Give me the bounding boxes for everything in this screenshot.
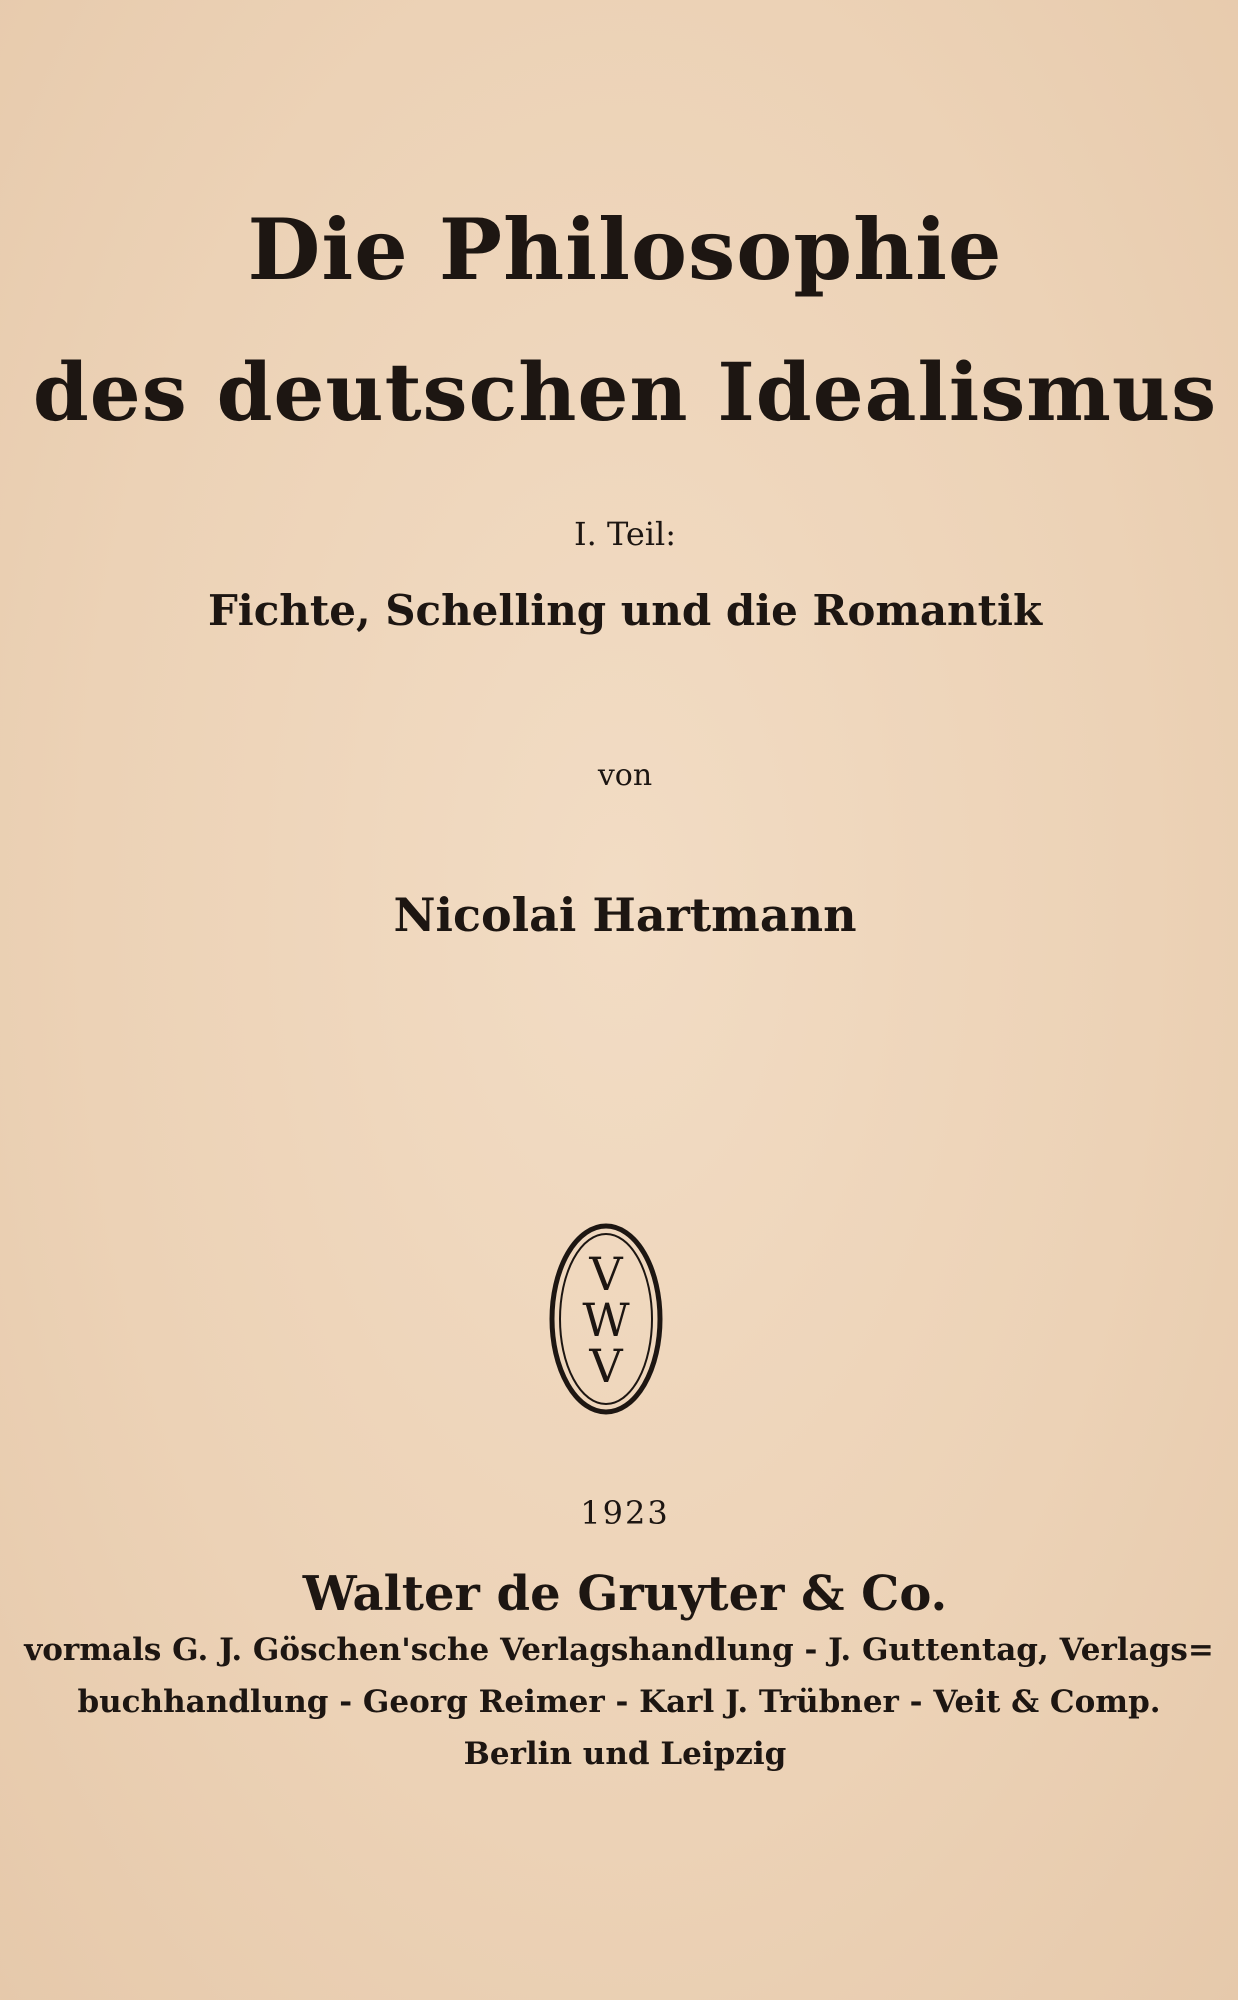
- monogram-letter-middle: W: [582, 1293, 630, 1347]
- publication-year: 1923: [580, 1494, 670, 1532]
- title-line-2: des deutschen Idealismus: [32, 345, 1218, 439]
- by-label: von: [597, 758, 653, 793]
- part-label: I. Teil:: [573, 515, 677, 553]
- publisher-former-line-2: buchhandlung - Georg Reimer - Karl J. Trübner - Veit & Comp.: [77, 1684, 1161, 1720]
- monogram-letter-top: V: [589, 1247, 623, 1301]
- publisher-former-line-1: vormals G. J. Göschen'sche Verlagshandlung - J. Guttentag, Verlags=: [24, 1632, 1214, 1668]
- author-name: Nicolai Hartmann: [393, 888, 857, 942]
- monogram-letter-bottom: V: [589, 1339, 623, 1393]
- publisher-monogram-icon: [548, 1222, 664, 1416]
- publisher-cities: Berlin und Leipzig: [463, 1736, 787, 1772]
- subtitle: Fichte, Schelling und die Romantik: [207, 586, 1043, 635]
- title-line-1: Die Philosophie: [247, 200, 1003, 299]
- publisher-name: Walter de Gruyter & Co.: [302, 1566, 948, 1622]
